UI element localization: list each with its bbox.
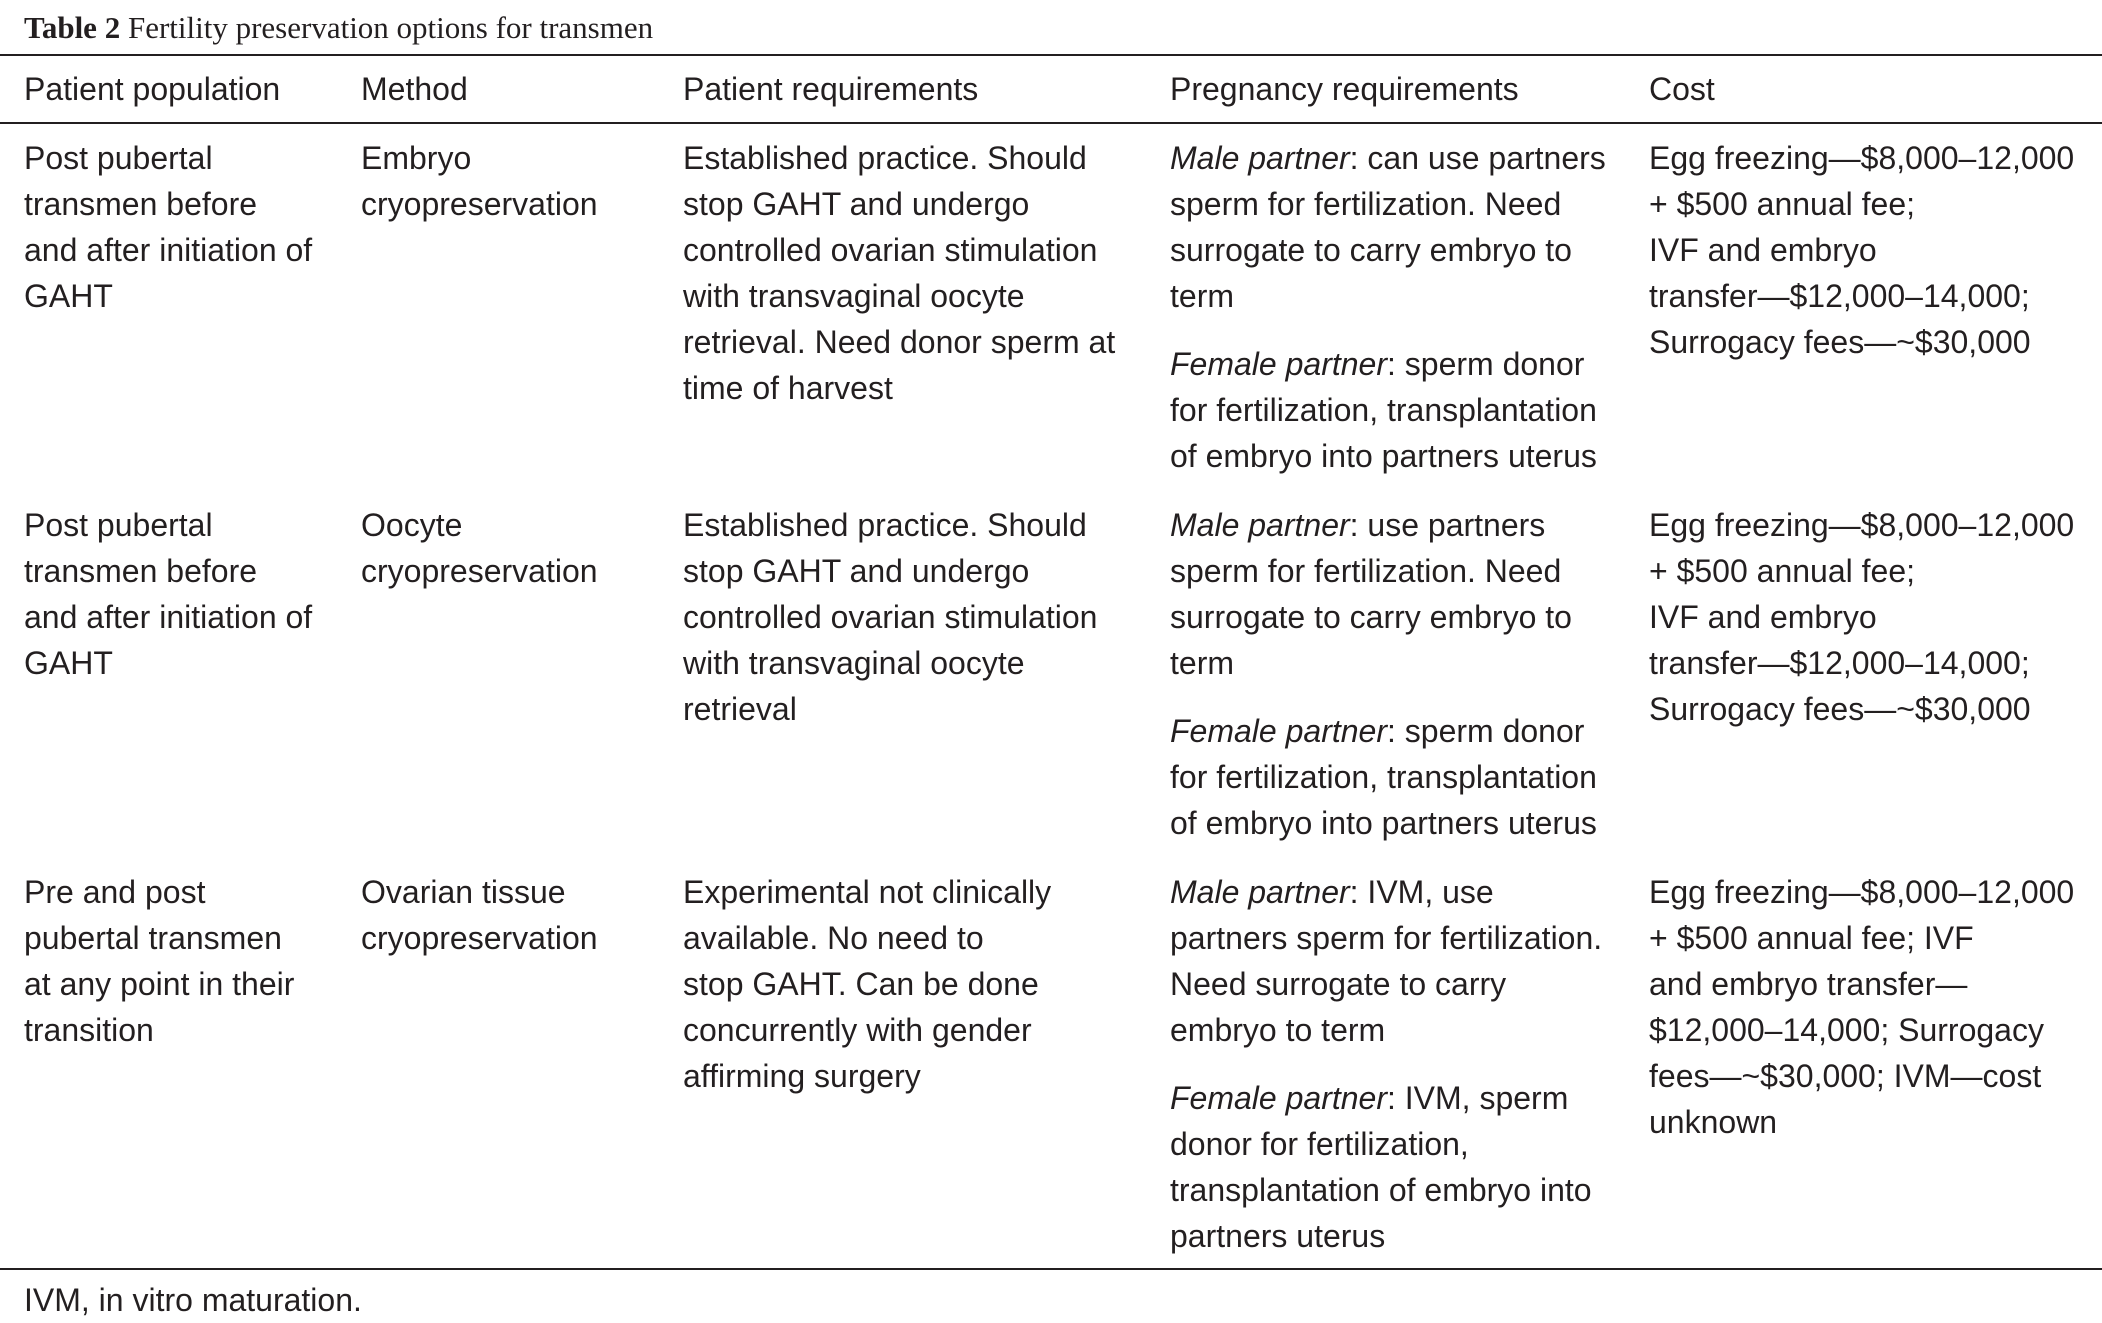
method-cell-line: cryopreservation (361, 553, 598, 589)
female-partner-text-line: of embryo into partners uterus (1170, 805, 1597, 841)
cost-cell-line: Egg freezing—$8,000–12,000 (1649, 140, 2075, 176)
male-partner-text-line: : use partners (1349, 507, 1546, 543)
male-partner-text-line: sperm for fertilization. Need (1170, 553, 1562, 589)
cost-cell-line: + $500 annual fee; (1649, 186, 1916, 222)
population-cell-line: and after initiation of (24, 232, 313, 268)
population-cell-line: Post pubertal (24, 507, 213, 543)
patient-requirements-cell-line: with transvaginal oocyte (683, 645, 1025, 681)
male-partner-label: Male partner (1170, 140, 1350, 176)
male-partner-text-line: sperm for fertilization. Need (1170, 186, 1562, 222)
method-cell-line: Ovarian tissue (361, 874, 566, 910)
method-cell (361, 869, 661, 961)
method-cell-line: cryopreservation (361, 920, 598, 956)
table-caption (24, 6, 653, 50)
pregnancy-requirements-cell (1170, 502, 1638, 846)
table-footnote: IVM, in vitro maturation. (24, 1282, 362, 1318)
population-cell-line: and after initiation of (24, 599, 313, 635)
patient-requirements-cell (683, 502, 1153, 732)
patient-requirements-cell (683, 135, 1153, 411)
patient-requirements-cell-line: controlled ovarian stimulation (683, 599, 1098, 635)
female-partner-text-line: for fertilization, transplantation (1170, 759, 1597, 795)
table-top-rule (0, 54, 2102, 56)
female-partner-text-line: transplantation of embryo into (1170, 1172, 1592, 1208)
cost-cell (1649, 869, 2089, 1145)
patient-requirements-cell-line: with transvaginal oocyte (683, 278, 1025, 314)
patient-requirements-cell-line: concurrently with gender (683, 1012, 1032, 1048)
male-partner-paragraph (1170, 502, 1638, 686)
male-partner-text-line: surrogate to carry embryo to (1170, 599, 1572, 635)
male-partner-text-line: : IVM, use (1349, 874, 1494, 910)
patient-requirements-cell-line: stop GAHT. Can be done (683, 966, 1039, 1002)
pregnancy-requirements-cell (1170, 135, 1638, 479)
male-partner-text-line: term (1170, 278, 1234, 314)
patient-requirements-cell-line: affirming surgery (683, 1058, 921, 1094)
cost-cell (1649, 135, 2089, 365)
table-title: Fertility preservation options for transmen (127, 10, 654, 45)
header-method: Method (361, 71, 468, 107)
cost-cell (1649, 502, 2089, 732)
cost-cell-line: + $500 annual fee; IVF (1649, 920, 1974, 956)
header-patient-population: Patient population (24, 71, 281, 107)
method-cell-line: cryopreservation (361, 186, 598, 222)
header-cost: Cost (1649, 71, 1715, 107)
cost-cell-line: fees—~$30,000; IVM—cost (1649, 1058, 2042, 1094)
method-cell (361, 135, 661, 227)
male-partner-label: Male partner (1170, 507, 1350, 543)
female-partner-text-line: for fertilization, transplantation (1170, 392, 1597, 428)
female-partner-label: Female partner (1170, 1080, 1387, 1116)
header-pregnancy-requirements: Pregnancy requirements (1170, 71, 1519, 107)
male-partner-text-line: partners sperm for fertilization. (1170, 920, 1603, 956)
population-cell-line: GAHT (24, 645, 113, 681)
population-cell-line: transmen before (24, 553, 258, 589)
population-cell-line: transition (24, 1012, 154, 1048)
population-cell-line: GAHT (24, 278, 113, 314)
female-partner-text-line: donor for fertilization, (1170, 1126, 1469, 1162)
method-cell (361, 502, 661, 594)
patient-requirements-cell-line: Established practice. Should (683, 507, 1087, 543)
cost-cell-line: IVF and embryo (1649, 232, 1877, 268)
cost-cell-line: transfer—$12,000–14,000; (1649, 645, 2030, 681)
patient-requirements-cell-line: Established practice. Should (683, 140, 1087, 176)
population-cell-line: Post pubertal (24, 140, 213, 176)
header-bottom-rule (0, 122, 2102, 124)
male-partner-paragraph (1170, 869, 1638, 1053)
cost-cell-line: IVF and embryo (1649, 599, 1877, 635)
cost-cell-line: Egg freezing—$8,000–12,000 (1649, 874, 2075, 910)
female-partner-text-line: of embryo into partners uterus (1170, 438, 1597, 474)
cost-cell-line: Surrogacy fees—~$30,000 (1649, 324, 2031, 360)
patient-requirements-cell-line: controlled ovarian stimulation (683, 232, 1098, 268)
cost-cell-line: $12,000–14,000; Surrogacy (1649, 1012, 2044, 1048)
patient-requirements-cell-line: time of harvest (683, 370, 893, 406)
female-partner-text-line: : IVM, sperm (1386, 1080, 1569, 1116)
female-partner-label: Female partner (1170, 713, 1387, 749)
female-partner-text-line: partners uterus (1170, 1218, 1386, 1254)
patient-requirements-cell-line: stop GAHT and undergo (683, 553, 1030, 589)
method-cell-line: Embryo (361, 140, 472, 176)
female-partner-text-line: : sperm donor (1386, 713, 1585, 749)
population-cell-line: at any point in their (24, 966, 295, 1002)
population-cell (24, 135, 344, 319)
male-partner-text-line: surrogate to carry embryo to (1170, 232, 1572, 268)
table-label: Table 2 (24, 10, 121, 45)
patient-requirements-cell-line: available. No need to (683, 920, 984, 956)
table-bottom-rule (0, 1268, 2102, 1270)
population-cell-line: Pre and post (24, 874, 206, 910)
female-partner-paragraph (1170, 341, 1638, 479)
patient-requirements-cell-line: retrieval. Need donor sperm at (683, 324, 1116, 360)
male-partner-text-line: Need surrogate to carry (1170, 966, 1507, 1002)
cost-cell-line: and embryo transfer— (1649, 966, 1968, 1002)
female-partner-paragraph (1170, 708, 1638, 846)
patient-requirements-cell-line: stop GAHT and undergo (683, 186, 1030, 222)
cost-cell-line: unknown (1649, 1104, 1778, 1140)
population-cell-line: transmen before (24, 186, 258, 222)
cost-cell-line: Surrogacy fees—~$30,000 (1649, 691, 2031, 727)
population-cell-line: pubertal transmen (24, 920, 282, 956)
female-partner-text-line: : sperm donor (1386, 346, 1585, 382)
patient-requirements-cell (683, 869, 1153, 1099)
pregnancy-requirements-cell (1170, 869, 1638, 1259)
male-partner-label: Male partner (1170, 874, 1350, 910)
female-partner-paragraph (1170, 1075, 1638, 1259)
male-partner-paragraph (1170, 135, 1638, 319)
cost-cell-line: Egg freezing—$8,000–12,000 (1649, 507, 2075, 543)
cost-cell-line: + $500 annual fee; (1649, 553, 1916, 589)
patient-requirements-cell-line: retrieval (683, 691, 797, 727)
header-patient-requirements: Patient requirements (683, 71, 979, 107)
male-partner-text-line: embryo to term (1170, 1012, 1386, 1048)
method-cell-line: Oocyte (361, 507, 463, 543)
population-cell (24, 869, 344, 1053)
cost-cell-line: transfer—$12,000–14,000; (1649, 278, 2030, 314)
population-cell (24, 502, 344, 686)
male-partner-text-line: term (1170, 645, 1234, 681)
patient-requirements-cell-line: Experimental not clinically (683, 874, 1052, 910)
male-partner-text-line: : can use partners (1349, 140, 1606, 176)
female-partner-label: Female partner (1170, 346, 1387, 382)
